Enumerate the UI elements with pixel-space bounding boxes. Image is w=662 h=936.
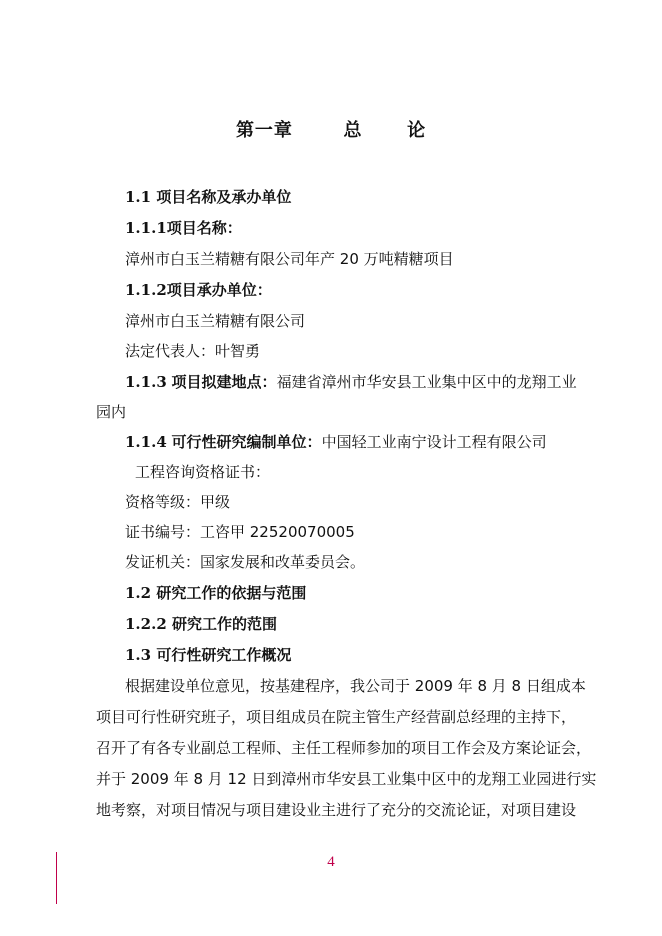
section-number: 1.2.2: [125, 615, 167, 633]
section-number: 1.1.1: [125, 219, 167, 237]
qualification-grade: 资格等级：甲级: [125, 493, 231, 511]
chapter-title: [0, 116, 662, 142]
section-heading-1-1-3: [125, 372, 577, 392]
section-label: 可行性研究工作概况: [156, 646, 292, 664]
paragraph-line: 召开了有各专业副总工程师、主任工程师参加的项目工作会及方案论证会，: [96, 739, 592, 757]
project-name: 漳州市白玉兰精糖有限公司年产 20 万吨精糖项目: [125, 250, 454, 268]
issuing-authority: 发证机关：国家发展和改革委员会。: [125, 553, 366, 571]
legal-representative: 法定代表人：叶智勇: [125, 342, 261, 360]
sponsor-company: 漳州市白玉兰精糖有限公司: [125, 312, 306, 330]
section-heading-1-1-2: [125, 280, 272, 300]
section-number: 1.1.2: [125, 281, 167, 299]
paragraph-line: 并于 2009 年 8 月 12 日到漳州市华安县工业集中区中的龙翔工业园进行实: [96, 770, 597, 788]
paragraph-line: 项目可行性研究班子，项目组成员在院主管生产经营副总经理的主持下，: [96, 708, 577, 726]
section-number: 1.1.4: [125, 433, 167, 451]
section-heading-1-3: [125, 645, 291, 665]
section-label: 研究工作的依据与范围: [156, 584, 307, 602]
chapter-title-word-1: 总: [343, 120, 363, 141]
chapter-title-number: 第一章: [235, 120, 293, 141]
section-label: 项目名称：: [166, 219, 242, 237]
section-label: 项目名称及承办单位: [156, 188, 292, 206]
section-heading-1-1-4: [125, 432, 547, 452]
section-value: 中国轻工业南宁设计工程有限公司: [321, 433, 547, 451]
certificate-heading: 工程咨询资格证书：: [135, 463, 271, 481]
section-number: 1.1: [125, 188, 152, 206]
section-heading-1-1-1: [125, 218, 242, 238]
paragraph-line: 地考察，对项目情况与项目建设业主进行了充分的交流论证，对项目建设: [96, 801, 577, 819]
paragraph-line: 根据建设单位意见，按基建程序，我公司于 2009 年 8 月 8 日组成本: [125, 677, 586, 695]
section-label: 项目承办单位：: [166, 281, 272, 299]
section-heading-1-2-2: [125, 614, 277, 634]
section-number: 1.1.3: [125, 373, 167, 391]
chapter-title-word-2: 论: [407, 120, 427, 141]
section-label: 项目拟建地点：: [171, 373, 277, 391]
certificate-number: 证书编号：工咨甲 22520070005: [125, 523, 355, 541]
section-heading-1-1: [125, 187, 291, 207]
section-number: 1.2: [125, 584, 152, 602]
section-label: 可行性研究编制单位：: [171, 433, 322, 451]
site-continuation: 园内: [96, 403, 127, 421]
section-number: 1.3: [125, 646, 152, 664]
section-label: 研究工作的范围: [172, 615, 278, 633]
page-number: 4: [327, 854, 335, 870]
section-value: 福建省漳州市华安县工业集中区中的龙翔工业: [276, 373, 577, 391]
section-heading-1-2: [125, 583, 306, 603]
